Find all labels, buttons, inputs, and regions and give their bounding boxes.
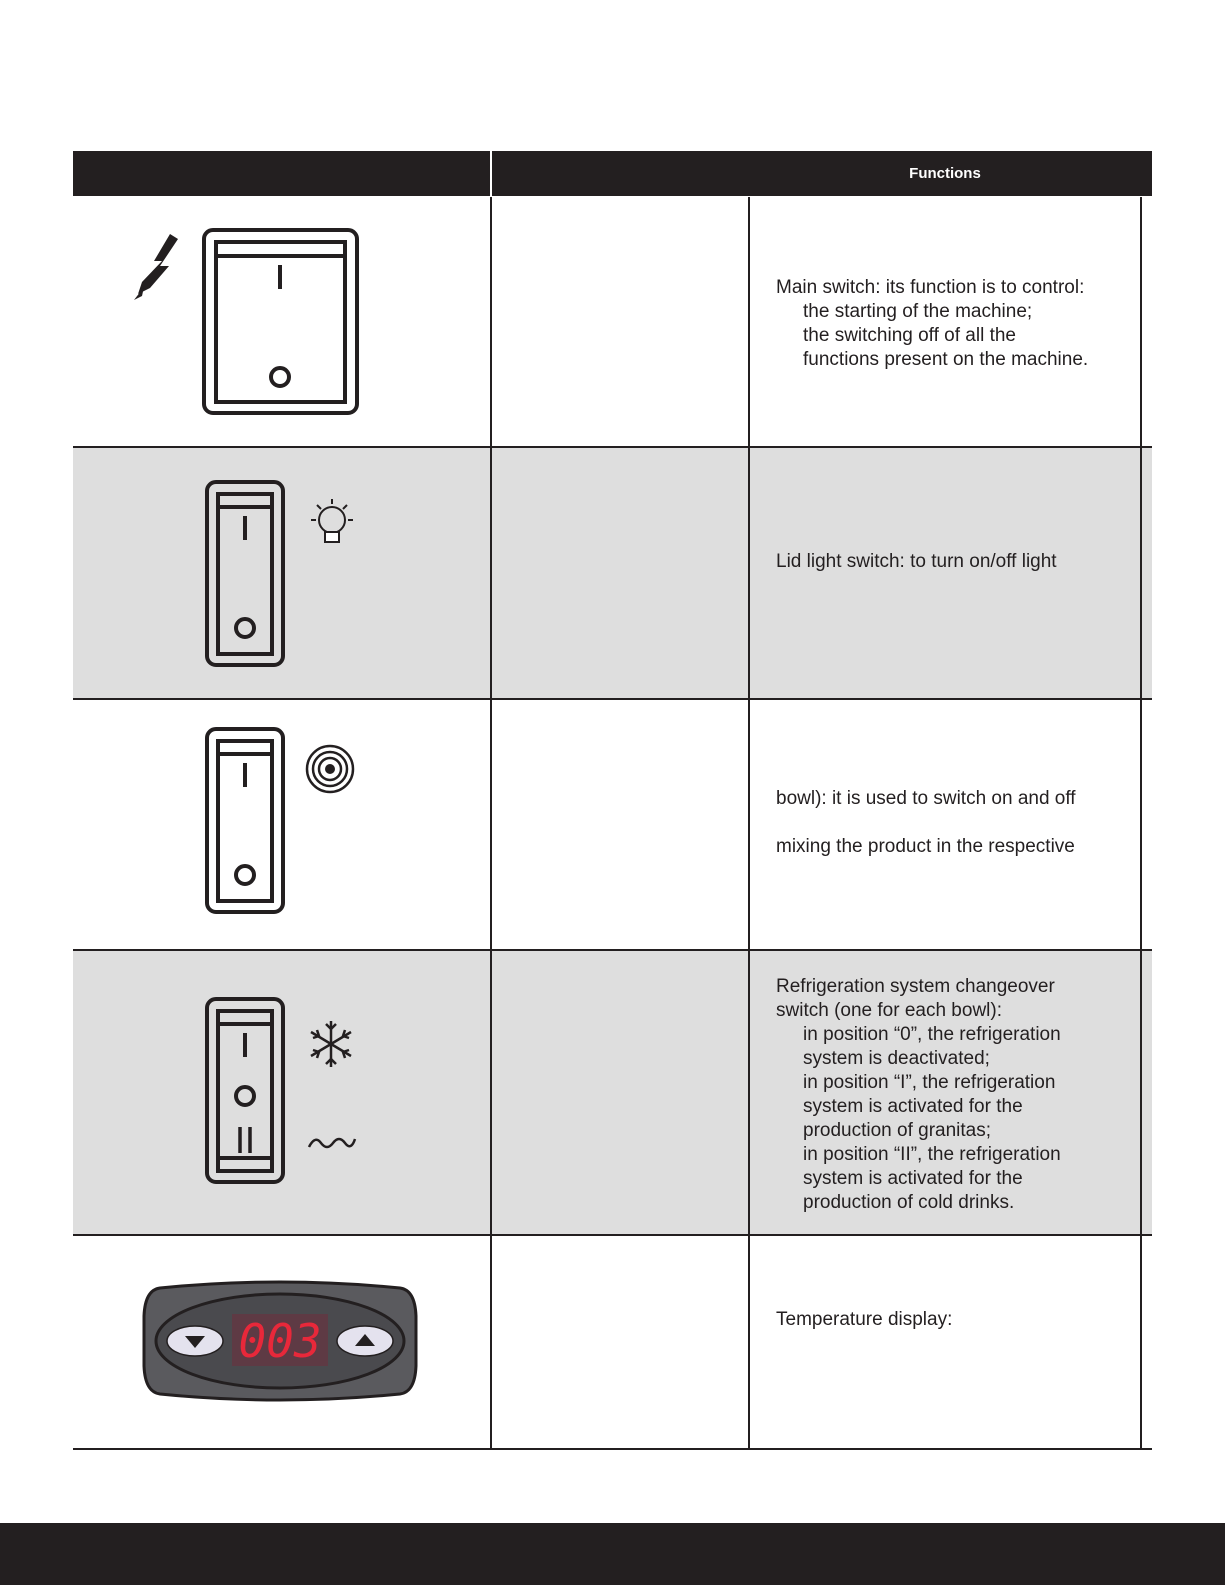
function-text: [776, 975, 1136, 1215]
list-item: system is activated for the: [803, 1168, 1023, 1189]
function-text: [776, 276, 1136, 372]
table-header: [73, 151, 1152, 196]
function-text: [776, 1308, 1136, 1332]
function-title: Temperature display:: [776, 1309, 953, 1330]
mixer-switch-icon: [73, 700, 490, 949]
main-power-switch-icon: [73, 197, 490, 446]
function-text: [776, 787, 1136, 859]
list-item: the starting of the machine;: [803, 301, 1033, 322]
list-item: functions present on the machine.: [803, 349, 1089, 370]
table-row: [73, 700, 1152, 951]
list-item: in position “0”, the refrigeration: [803, 1024, 1061, 1045]
temperature-display-icon: [73, 1236, 490, 1448]
display-value: 003: [238, 1314, 322, 1368]
function-title: switch (one for each bowl):: [776, 1000, 1002, 1021]
list-item: the switching off of all the: [803, 325, 1016, 346]
page-footer-bar: [0, 1523, 1225, 1585]
function-title: Lid light switch: to turn on/off light: [776, 551, 1057, 572]
table-row: [73, 448, 1152, 700]
list-item: production of cold drinks.: [803, 1192, 1015, 1213]
table-row: [73, 1236, 1152, 1450]
list-item: in position “I”, the refrigeration: [803, 1072, 1056, 1093]
function-line: bowl): it is used to switch on and off: [776, 788, 1076, 809]
function-text: [776, 550, 1136, 574]
function-title: Refrigeration system changeover: [776, 976, 1055, 997]
lid-light-switch-icon: [73, 448, 490, 698]
refrigeration-changeover-switch-icon: [73, 951, 490, 1234]
table-row: [73, 951, 1152, 1236]
list-item: production of granitas;: [803, 1120, 992, 1141]
list-item: in position “II”, the refrigeration: [803, 1144, 1061, 1165]
list-item: system is deactivated;: [803, 1048, 990, 1069]
table-row: [73, 197, 1152, 448]
function-title: Main switch: its function is to control:: [776, 277, 1085, 298]
list-item: system is activated for the: [803, 1096, 1023, 1117]
function-line: mixing the product in the respective: [776, 836, 1075, 857]
functions-header: Functions: [909, 165, 981, 182]
